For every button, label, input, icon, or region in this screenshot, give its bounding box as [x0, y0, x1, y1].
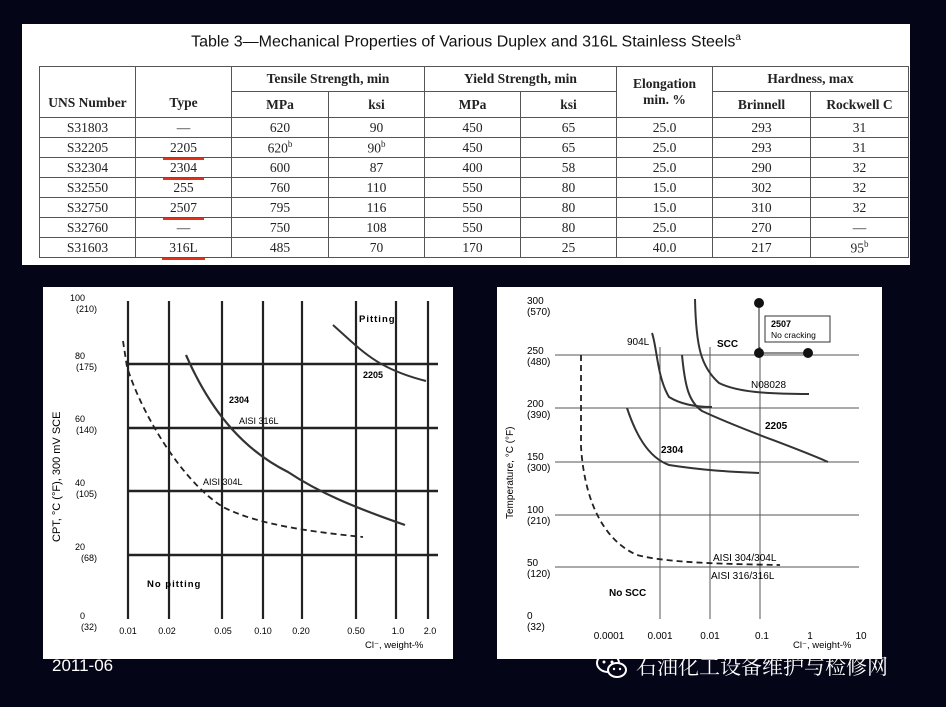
cell-type-text: — [176, 119, 191, 135]
cell-type [136, 138, 232, 158]
header-tensile-ksi: ksi [329, 92, 425, 118]
cell-rockwell-text: — [852, 219, 867, 235]
table-body [40, 118, 909, 258]
cell-yield-ksi-text: 65 [561, 139, 576, 155]
cell-yield-mpa-text: 450 [462, 139, 483, 155]
table-row [40, 118, 909, 138]
cell-elongation [617, 138, 713, 158]
cell-uns [40, 198, 136, 218]
cell-rockwell [811, 238, 909, 258]
cell-tensile-mpa [232, 198, 329, 218]
label-scc-2304: 2304 [661, 445, 684, 456]
cell-brinell-text: 293 [751, 139, 772, 155]
header-rockwell: Rockwell C [811, 92, 909, 118]
header-tensile-mpa: MPa [232, 92, 329, 118]
scc-y-tick: 200 [527, 399, 544, 410]
scc-x-tick: 0.1 [755, 631, 769, 642]
cpt-y-tick: 40 [74, 478, 85, 488]
cell-yield-mpa [425, 118, 521, 138]
cell-brinell [713, 138, 811, 158]
cell-tensile-ksi-text: 87 [369, 159, 384, 175]
cell-yield-ksi [521, 218, 617, 238]
cell-uns-text: S32550 [66, 179, 109, 195]
cell-brinell-text: 293 [751, 119, 772, 135]
cell-brinell-text: 290 [751, 159, 772, 175]
scc-x-tick: 10 [855, 631, 867, 642]
cell-tensile-ksi-text: 90 [367, 140, 381, 156]
cell-tensile-mpa-text: 750 [269, 219, 291, 235]
cell-yield-ksi-text: 25 [561, 239, 576, 255]
scc-x-tick: 0.0001 [593, 631, 625, 642]
scc-y-tick-f: (120) [527, 569, 551, 580]
scc-y-tick-f: (480) [527, 357, 551, 368]
header-yield-ksi: ksi [521, 92, 617, 118]
cell-brinell-text: 270 [751, 219, 772, 235]
cell-uns [40, 218, 136, 238]
cell-tensile-mpa [232, 158, 329, 178]
cell-type-text: 2507 [170, 199, 197, 215]
cell-brinell [713, 178, 811, 198]
cell-type [136, 238, 232, 258]
table-title-text: Table 3—Mechanical Properties of Various Duplex and 316L Stainless Steels [191, 33, 736, 51]
table-row [40, 178, 909, 198]
wechat-icon [596, 653, 628, 679]
label-scc: SCC [717, 339, 739, 350]
cpt-y-tick-f: (68) [80, 553, 97, 563]
cell-yield-mpa [425, 198, 521, 218]
table-row [40, 218, 909, 238]
cell-rockwell-footnote: b [864, 238, 869, 249]
cell-brinell [713, 118, 811, 138]
cell-elongation [617, 198, 713, 218]
cell-type-text: — [176, 219, 191, 235]
mechanical-properties-table [39, 66, 909, 258]
watermark [596, 651, 888, 681]
scc-y-tick-f: (32) [527, 622, 545, 633]
label-no-scc: No SCC [609, 588, 647, 599]
cell-tensile-ksi-text: 110 [366, 179, 387, 195]
cpt-y-axis-label: CPT, °C (°F), 300 mV SCE [51, 411, 63, 542]
cell-tensile-ksi [329, 118, 425, 138]
cell-tensile-ksi [329, 198, 425, 218]
header-elongation: Elongation min. % [617, 67, 713, 118]
cell-uns [40, 158, 136, 178]
cell-yield-ksi-text: 58 [561, 159, 576, 175]
cell-uns [40, 138, 136, 158]
marker-2507-point-1 [754, 298, 764, 308]
cell-elongation [617, 158, 713, 178]
cell-tensile-mpa-text: 600 [269, 159, 291, 175]
cell-tensile-ksi-text: 70 [369, 239, 384, 255]
cell-type [136, 158, 232, 178]
cell-type-text: 255 [173, 179, 194, 195]
scc-grid [555, 347, 859, 619]
cell-type-text: 2205 [170, 139, 197, 155]
cpt-y-tick: 20 [74, 542, 85, 552]
curve-904l [652, 333, 712, 407]
header-tensile: Tensile Strength, min [232, 67, 425, 92]
cell-yield-ksi-text: 80 [561, 199, 576, 215]
cell-rockwell-text: 32 [852, 159, 867, 175]
cpt-y-tick-f: (140) [75, 425, 97, 435]
cpt-x-tick: 0.20 [292, 626, 310, 636]
cell-uns-text: S32304 [66, 159, 109, 175]
table-row [40, 158, 909, 178]
cell-uns-text: S31603 [66, 239, 109, 255]
cpt-chart [43, 287, 453, 659]
cell-elongation-text: 25.0 [652, 159, 677, 175]
cell-tensile-ksi [329, 238, 425, 258]
cell-elongation [617, 178, 713, 198]
cell-yield-ksi [521, 118, 617, 138]
watermark-text: 石油化工设备维护与检修网 [636, 655, 888, 679]
cell-tensile-mpa-text: 760 [269, 179, 291, 195]
header-type: Type [136, 67, 232, 118]
cell-type [136, 198, 232, 218]
marker-2507-point-2 [754, 348, 764, 358]
cell-yield-ksi-text: 80 [561, 179, 576, 195]
cpt-y-tick: 0 [79, 611, 85, 621]
header-uns: UNS Number [40, 67, 136, 118]
scc-y-tick: 50 [527, 558, 539, 569]
date-label: 2011-06 [52, 656, 114, 675]
scc-y-tick-f: (300) [527, 463, 551, 474]
label-904l: 904L [627, 337, 650, 348]
scc-y-tick: 0 [527, 611, 533, 622]
cell-uns-text: S32750 [66, 199, 109, 215]
scc-x-tick: 1 [807, 631, 813, 642]
marker-2507-point-3 [803, 348, 813, 358]
cell-brinell [713, 158, 811, 178]
cell-uns-text: S31803 [66, 119, 109, 135]
cell-rockwell [811, 118, 909, 138]
cell-tensile-mpa [232, 118, 329, 138]
cpt-x-tick: 0.10 [254, 626, 272, 636]
cell-tensile-mpa [232, 218, 329, 238]
cell-brinell [713, 238, 811, 258]
cpt-y-ticks [70, 293, 97, 632]
scc-y-tick: 150 [527, 452, 544, 463]
cell-yield-mpa [425, 218, 521, 238]
cell-rockwell-text: 32 [852, 199, 867, 215]
cpt-chart-panel [43, 287, 453, 659]
table-title [22, 32, 910, 51]
curve-2304-scc [627, 408, 759, 473]
table-title-footnote: a [735, 32, 741, 43]
cell-uns-text: S32205 [66, 139, 109, 155]
cell-elongation [617, 218, 713, 238]
cpt-x-tick: 0.50 [347, 626, 365, 636]
cpt-x-tick: 0.01 [119, 626, 137, 636]
cpt-x-tick: 1.0 [391, 626, 405, 636]
cell-rockwell-text: 32 [852, 179, 867, 195]
scc-x-tick: 0.001 [647, 631, 673, 642]
cell-yield-ksi [521, 178, 617, 198]
cell-tensile-ksi-text: 108 [366, 219, 387, 235]
cell-uns-text: S32760 [66, 219, 109, 235]
cell-yield-mpa [425, 238, 521, 258]
cell-tensile-ksi-footnote: b [381, 138, 386, 149]
header-brinell: Brinnell [713, 92, 811, 118]
cell-yield-mpa-text: 550 [462, 199, 483, 215]
cell-brinell-text: 217 [751, 239, 772, 255]
cpt-y-tick: 60 [74, 414, 85, 424]
cell-tensile-mpa-footnote: b [287, 138, 293, 149]
label-cpt-2304: 2304 [229, 395, 250, 405]
cell-yield-ksi-text: 65 [561, 119, 576, 135]
cell-rockwell [811, 178, 909, 198]
label-no-cracking: No cracking [771, 330, 816, 340]
cell-tensile-ksi [329, 138, 425, 158]
cpt-x-tick: 0.02 [158, 626, 176, 636]
cell-tensile-ksi [329, 178, 425, 198]
cpt-y-tick: 80 [74, 351, 85, 361]
cell-elongation-text: 25.0 [652, 219, 677, 235]
cell-tensile-mpa [232, 238, 329, 258]
scc-y-tick: 250 [527, 346, 544, 357]
cell-tensile-ksi [329, 218, 425, 238]
cell-type-text: 316L [169, 239, 198, 255]
cell-brinell-text: 302 [751, 179, 772, 195]
cell-type-text: 2304 [170, 159, 197, 175]
cell-type [136, 218, 232, 238]
cpt-y-tick-f: (175) [75, 362, 97, 372]
cpt-y-tick-f: (210) [75, 304, 97, 314]
scc-y-tick: 300 [527, 296, 544, 307]
cell-elongation [617, 118, 713, 138]
cell-uns [40, 238, 136, 258]
cell-yield-mpa [425, 178, 521, 198]
cell-yield-mpa-text: 550 [462, 219, 483, 235]
scc-y-tick-f: (210) [527, 516, 551, 527]
curve-2304-316l [186, 355, 405, 525]
cell-tensile-mpa-text: 620 [269, 119, 291, 135]
table-row [40, 238, 909, 258]
header-hardness: Hardness, max [713, 67, 909, 92]
table-header-row [40, 67, 909, 92]
cell-tensile-mpa [232, 138, 329, 158]
cpt-x-axis-label: Cl⁻, weight-% [365, 640, 424, 651]
header-yield-mpa: MPa [425, 92, 521, 118]
scc-y-axis-label: Temperature, °C (°F) [505, 426, 516, 519]
cell-tensile-ksi [329, 158, 425, 178]
cell-type [136, 178, 232, 198]
scc-y-tick: 100 [527, 505, 544, 516]
cell-yield-mpa-text: 550 [462, 179, 483, 195]
cpt-y-tick-f: (32) [80, 622, 97, 632]
label-cpt-304l: AISI 304L [203, 477, 243, 487]
cell-rockwell [811, 198, 909, 218]
cell-yield-ksi [521, 158, 617, 178]
table-panel [22, 24, 910, 265]
cell-rockwell [811, 158, 909, 178]
scc-y-ticks [527, 296, 550, 633]
cpt-y-tick: 100 [69, 293, 85, 303]
label-aisi-304: AISI 304/304L [713, 553, 777, 564]
header-yield: Yield Strength, min [425, 67, 617, 92]
cell-yield-ksi [521, 138, 617, 158]
table-row [40, 138, 909, 158]
cpt-y-tick-f: (105) [75, 489, 97, 499]
cell-elongation-text: 25.0 [652, 139, 677, 155]
cell-rockwell-text: 31 [852, 139, 867, 155]
cell-tensile-mpa-text: 795 [269, 199, 291, 215]
cell-elongation-text: 15.0 [652, 179, 677, 195]
cell-brinell [713, 218, 811, 238]
cpt-x-tick: 2.0 [423, 626, 437, 636]
label-no-pitting: No pitting [147, 579, 202, 590]
cell-tensile-mpa-text: 620 [267, 140, 288, 156]
cell-rockwell [811, 138, 909, 158]
cpt-x-tick: 0.05 [214, 626, 232, 636]
label-pitting: Pitting [359, 314, 396, 325]
cell-elongation-text: 15.0 [652, 199, 677, 215]
scc-y-tick-f: (570) [527, 307, 551, 318]
cell-rockwell-text: 31 [852, 119, 867, 135]
scc-x-tick: 0.01 [700, 631, 720, 642]
cell-elongation-text: 25.0 [652, 119, 677, 135]
cell-yield-mpa-text: 450 [462, 119, 483, 135]
cell-brinell-text: 310 [751, 199, 772, 215]
scc-x-axis-label: Cl⁻, weight-% [793, 640, 852, 651]
cell-yield-mpa-text: 400 [462, 159, 483, 175]
cell-type [136, 118, 232, 138]
cell-yield-mpa-text: 170 [462, 239, 483, 255]
cell-rockwell-text: 95 [850, 240, 864, 256]
cell-tensile-ksi-text: 116 [366, 199, 387, 215]
scc-chart [497, 287, 882, 659]
label-cpt-2205: 2205 [363, 370, 384, 380]
cell-yield-mpa [425, 158, 521, 178]
cell-tensile-ksi-text: 90 [369, 119, 384, 135]
label-n08028: N08028 [751, 380, 787, 391]
cell-yield-ksi [521, 238, 617, 258]
cell-yield-mpa [425, 138, 521, 158]
table-row [40, 198, 909, 218]
label-cpt-316l: AISI 316L [239, 416, 279, 426]
cell-yield-ksi [521, 198, 617, 218]
cell-brinell [713, 198, 811, 218]
cell-elongation [617, 238, 713, 258]
scc-chart-panel [497, 287, 882, 659]
cell-uns [40, 178, 136, 198]
cell-rockwell [811, 218, 909, 238]
cell-tensile-mpa [232, 178, 329, 198]
cell-elongation-text: 40.0 [652, 239, 677, 255]
cpt-x-ticks [119, 626, 436, 636]
label-2507: 2507 [771, 319, 792, 329]
label-aisi-316: AISI 316/316L [711, 571, 775, 582]
cell-yield-ksi-text: 80 [561, 219, 576, 235]
scc-y-tick-f: (390) [527, 410, 551, 421]
cell-uns [40, 118, 136, 138]
label-scc-2205: 2205 [765, 421, 788, 432]
cell-tensile-mpa-text: 485 [269, 239, 291, 255]
